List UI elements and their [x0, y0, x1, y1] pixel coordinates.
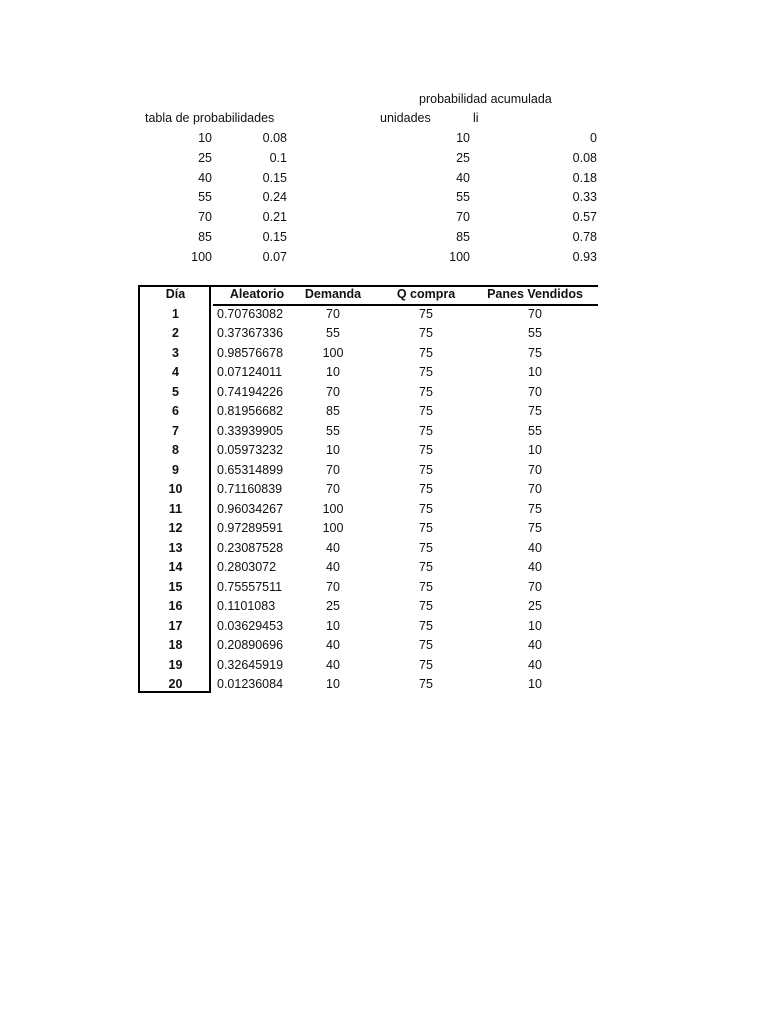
cell-dia: 3 — [172, 345, 179, 360]
cell-demanda: 55 — [326, 423, 340, 438]
prob-unidades: 70 — [198, 210, 212, 225]
cum-unidades: 85 — [456, 230, 470, 244]
table-row — [138, 539, 598, 559]
cell-dia: 2 — [172, 326, 179, 340]
cell-aleatorio: 0.32645919 — [217, 657, 284, 672]
cell-panes-vendidos: 40 — [528, 560, 542, 574]
cell-dia: 15 — [168, 579, 183, 594]
cum-unidades: 10 — [456, 131, 470, 145]
prob-table-title: tabla de probabilidades — [145, 111, 275, 125]
simulation-table — [138, 285, 598, 695]
cum-unidades: 40 — [456, 170, 470, 185]
cell-panes-vendidos: 10 — [528, 618, 542, 633]
prob-probabilidad: 0.08 — [262, 131, 287, 145]
cell-dia: 17 — [168, 618, 183, 633]
cell-q-compra: 75 — [419, 638, 433, 652]
cum-unidades: 70 — [456, 210, 470, 225]
cell-panes-vendidos: 70 — [528, 384, 542, 399]
cell-aleatorio: 0.71160839 — [217, 482, 283, 496]
cell-dia: 20 — [168, 677, 183, 691]
cell-demanda: 70 — [326, 579, 340, 594]
cell-q-compra: 75 — [419, 579, 433, 594]
table-row — [138, 578, 598, 598]
cell-panes-vendidos: 70 — [528, 306, 542, 321]
cell-demanda: 70 — [326, 384, 340, 399]
cell-demanda: 10 — [326, 443, 340, 457]
cell-q-compra: 75 — [419, 345, 433, 360]
prob-unidades: 40 — [198, 170, 212, 185]
prob-unidades: 10 — [198, 131, 212, 145]
cell-aleatorio: 0.07124011 — [217, 365, 283, 379]
cell-q-compra: 75 — [419, 540, 433, 555]
cell-aleatorio: 0.97289591 — [217, 521, 284, 535]
cell-q-compra: 75 — [419, 365, 433, 379]
prob-unidades: 100 — [191, 249, 212, 264]
cell-panes-vendidos: 40 — [528, 657, 542, 672]
cell-q-compra: 75 — [419, 384, 433, 399]
table-row — [138, 402, 598, 422]
cell-aleatorio: 0.37367336 — [217, 326, 284, 340]
table-row — [138, 656, 598, 676]
cell-q-compra: 75 — [419, 521, 433, 535]
cell-panes-vendidos: 10 — [528, 365, 542, 379]
prob-probabilidad: 0.07 — [262, 249, 287, 264]
cell-panes-vendidos: 70 — [528, 462, 542, 477]
cell-demanda: 85 — [326, 404, 340, 418]
cell-demanda: 25 — [326, 599, 340, 613]
cell-panes-vendidos: 10 — [528, 677, 542, 691]
cell-panes-vendidos: 70 — [528, 579, 542, 594]
table-row — [138, 305, 598, 325]
cell-dia: 5 — [172, 384, 179, 399]
cell-dia: 6 — [172, 404, 179, 418]
cell-demanda: 70 — [326, 462, 340, 477]
cell-panes-vendidos: 75 — [528, 501, 542, 516]
cell-dia: 14 — [168, 560, 183, 574]
cum-unidades: 25 — [456, 150, 470, 165]
header-row — [138, 285, 598, 305]
cell-demanda: 100 — [322, 345, 344, 360]
cell-aleatorio: 0.75557511 — [217, 579, 283, 594]
table-row — [138, 324, 598, 344]
cell-dia: 4 — [172, 365, 179, 379]
cell-dia: 9 — [172, 462, 179, 477]
cum-table-title: probabilidad acumulada — [419, 92, 552, 106]
cell-demanda: 40 — [326, 638, 340, 652]
cell-dia: 16 — [168, 599, 183, 613]
cell-q-compra: 75 — [419, 599, 433, 613]
cell-aleatorio: 0.96034267 — [217, 501, 284, 516]
table-row — [138, 519, 598, 539]
cell-dia: 13 — [168, 540, 183, 555]
cell-q-compra: 75 — [419, 443, 433, 457]
prob-unidades: 25 — [198, 150, 212, 165]
header-q-compra: Q compra — [396, 287, 456, 301]
cum-li: 0.57 — [572, 210, 597, 225]
cum-unidades: 100 — [449, 249, 470, 264]
cum-col-unidades: unidades — [380, 111, 431, 125]
table-row — [138, 675, 598, 695]
cell-panes-vendidos: 75 — [528, 345, 542, 360]
cell-dia: 11 — [168, 501, 183, 516]
cell-dia: 12 — [168, 521, 183, 535]
cell-q-compra: 75 — [419, 657, 433, 672]
cell-dia: 19 — [168, 657, 183, 672]
cell-dia: 8 — [172, 443, 179, 457]
cell-aleatorio: 0.23087528 — [217, 540, 284, 555]
cell-panes-vendidos: 55 — [528, 326, 542, 340]
cum-li: 0.93 — [572, 249, 597, 264]
prob-unidades: 85 — [198, 230, 212, 244]
cell-q-compra: 75 — [419, 404, 433, 418]
cell-aleatorio: 0.1101083 — [217, 599, 276, 613]
cell-aleatorio: 0.03629453 — [217, 618, 284, 633]
cell-demanda: 55 — [326, 326, 340, 340]
table-row — [138, 344, 598, 364]
cell-demanda: 100 — [322, 521, 344, 535]
cell-aleatorio: 0.2803072 — [217, 560, 277, 574]
cell-panes-vendidos: 75 — [528, 521, 542, 535]
cum-unidades: 55 — [456, 190, 470, 205]
cell-dia: 10 — [168, 482, 183, 496]
cell-demanda: 70 — [326, 482, 340, 496]
cell-demanda: 10 — [326, 365, 340, 379]
simulation-body — [138, 305, 598, 695]
cell-panes-vendidos: 55 — [528, 423, 542, 438]
cell-panes-vendidos: 70 — [528, 482, 542, 496]
cell-q-compra: 75 — [419, 501, 433, 516]
cell-aleatorio: 0.20890696 — [217, 638, 284, 652]
cell-demanda: 70 — [326, 306, 340, 321]
cell-dia: 18 — [168, 638, 183, 652]
prob-probabilidad: 0.24 — [262, 190, 287, 205]
cell-aleatorio: 0.98576678 — [217, 345, 284, 360]
table-row — [138, 636, 598, 656]
table-row — [138, 597, 598, 617]
cell-aleatorio: 0.65314899 — [217, 462, 284, 477]
prob-probabilidad: 0.21 — [262, 210, 287, 225]
cell-panes-vendidos: 40 — [528, 540, 542, 555]
cell-demanda: 10 — [326, 618, 340, 633]
table-row — [138, 422, 598, 442]
cell-q-compra: 75 — [419, 423, 433, 438]
cell-dia: 7 — [172, 423, 179, 438]
prob-probabilidad: 0.15 — [262, 230, 287, 244]
header-demanda: Demanda — [304, 287, 362, 301]
prob-unidades: 55 — [198, 190, 212, 205]
cum-li: 0 — [590, 131, 597, 145]
cell-aleatorio: 0.01236084 — [217, 677, 284, 691]
cell-aleatorio: 0.70763082 — [217, 306, 284, 321]
cell-q-compra: 75 — [419, 618, 433, 633]
table-row — [138, 363, 598, 383]
table-row — [138, 558, 598, 578]
cell-q-compra: 75 — [419, 482, 433, 496]
cell-demanda: 10 — [326, 677, 340, 691]
table-row — [138, 480, 598, 500]
prob-probabilidad: 0.1 — [269, 150, 287, 165]
table-row — [138, 500, 598, 520]
cell-q-compra: 75 — [419, 677, 433, 691]
cell-aleatorio: 0.33939905 — [217, 423, 284, 438]
cell-aleatorio: 0.74194226 — [217, 384, 284, 399]
cell-demanda: 40 — [326, 657, 340, 672]
header-panes-vendidos: Panes Vendidos — [487, 287, 583, 301]
table-row — [138, 617, 598, 637]
cell-q-compra: 75 — [419, 306, 433, 321]
cell-panes-vendidos: 25 — [528, 599, 542, 613]
table-row — [138, 461, 598, 481]
header-dia: Día — [165, 287, 186, 301]
header-aleatorio: Aleatorio — [229, 287, 285, 301]
cell-demanda: 40 — [326, 560, 340, 574]
cell-q-compra: 75 — [419, 326, 433, 340]
cell-panes-vendidos: 75 — [528, 404, 542, 418]
cum-li: 0.33 — [572, 190, 597, 205]
cell-panes-vendidos: 10 — [528, 443, 542, 457]
cum-li: 0.08 — [572, 150, 597, 165]
cum-col-li: li — [473, 111, 479, 125]
cell-demanda: 100 — [322, 501, 344, 516]
table-row — [138, 383, 598, 403]
cell-aleatorio: 0.05973232 — [217, 443, 284, 457]
cum-li: 0.18 — [572, 170, 597, 185]
cell-demanda: 40 — [326, 540, 340, 555]
prob-probabilidad: 0.15 — [262, 170, 287, 185]
table-row — [138, 441, 598, 461]
cell-q-compra: 75 — [419, 560, 433, 574]
cell-panes-vendidos: 40 — [528, 638, 542, 652]
cell-dia: 1 — [172, 306, 179, 321]
cum-li: 0.78 — [572, 230, 597, 244]
cell-q-compra: 75 — [419, 462, 433, 477]
cell-aleatorio: 0.81956682 — [217, 404, 284, 418]
